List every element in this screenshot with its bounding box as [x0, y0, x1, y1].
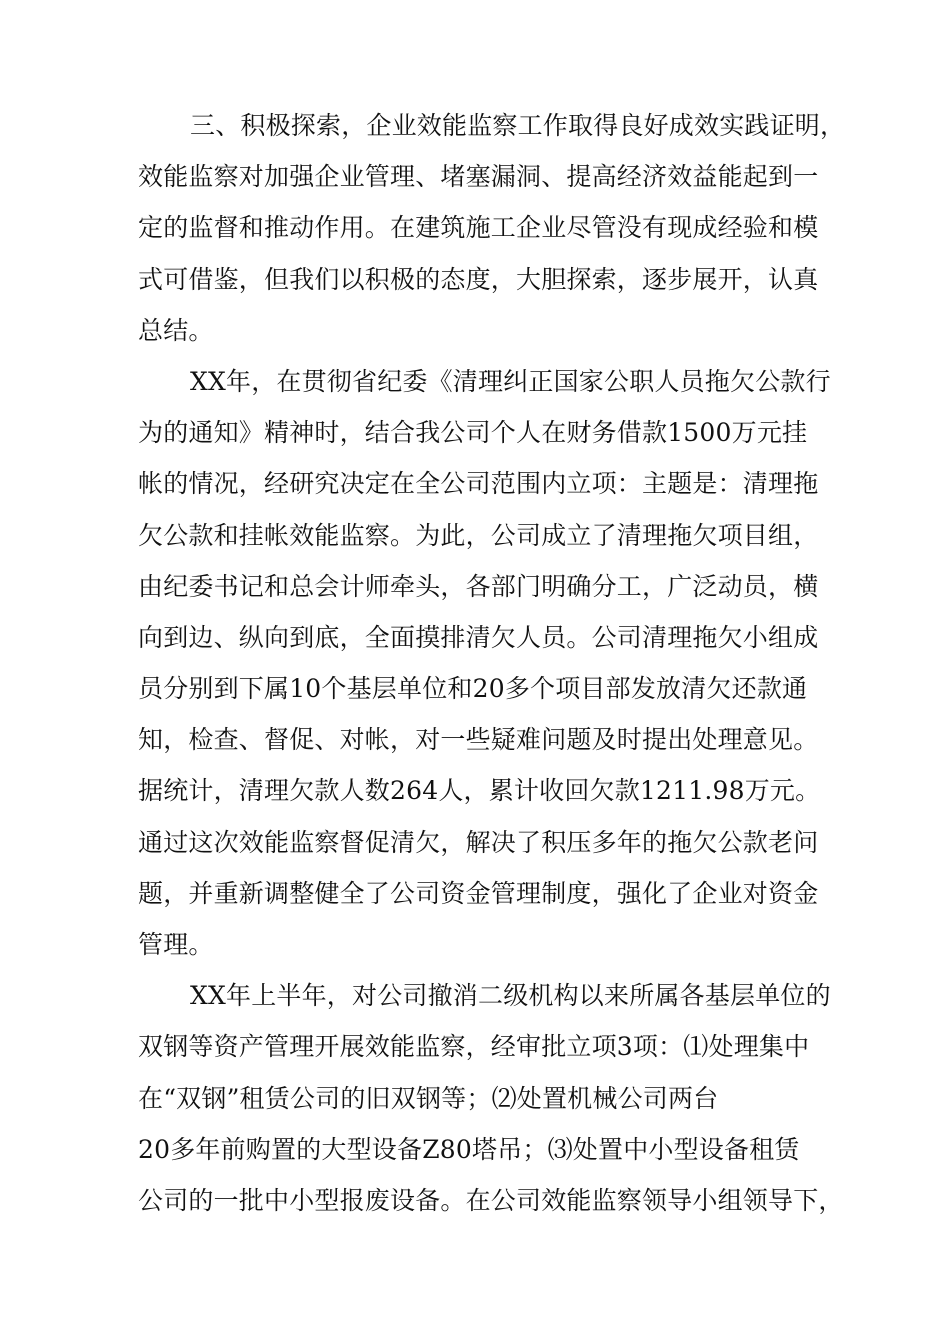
- paragraph-line: 20多年前购置的大型设备Z80塔吊；⑶处置中小型设备租赁: [138, 1134, 800, 1164]
- paragraph-line: 总结。: [138, 315, 214, 345]
- paragraph-line: XX年上半年，对公司撤消二级机构以来所属各基层单位的: [190, 981, 831, 1011]
- paragraph-line: 帐的情况，经研究决定在全公司范围内立项：主题是：清理拖: [138, 469, 819, 499]
- paragraph-line: 式可借鉴，但我们以积极的态度，大胆探索，逐步展开，认真: [138, 264, 819, 294]
- paragraph-line: 公司的一批中小型报废设备。在公司效能监察领导小组领导下，: [138, 1185, 844, 1215]
- body-text: [138, 100, 846, 1226]
- paragraph-line: 双钢等资产管理开展效能监察，经审批立项3项：⑴处理集中: [138, 1032, 810, 1062]
- paragraph-line: 由纪委书记和总会计师牵头，各部门明确分工，广泛动员，横: [138, 571, 819, 601]
- paragraph-line: 三、积极探索，企业效能监察工作取得良好成效实践证明，: [190, 111, 846, 140]
- paragraph-line: 员分别到下属10个基层单位和20多个项目部发放清欠还款通: [138, 674, 808, 704]
- paragraph-line: 在“双钢”租赁公司的旧双钢等；⑵处置机械公司两台: [138, 1083, 719, 1113]
- paragraph-line: 向到边、纵向到底，全面摸排清欠人员。公司清理拖欠小组成: [138, 622, 819, 652]
- paragraph-line: XX年，在贯彻省纪委《清理纠正国家公职人员拖欠公款行: [190, 366, 831, 396]
- paragraph-line: 管理。: [138, 930, 214, 959]
- paragraph-line: 知，检查、督促、对帐，对一些疑难问题及时提出处理意见。: [138, 725, 819, 755]
- paragraph-line: 据统计，清理欠款人数264人，累计收回欠款1211.98万元。: [138, 776, 821, 806]
- paragraph-line: 为的通知》精神时，结合我公司个人在财务借款1500万元挂: [138, 418, 808, 448]
- paragraph-line: 题，并重新调整健全了公司资金管理制度，强化了企业对资金: [138, 878, 819, 908]
- paragraph-line: 通过这次效能监察督促清欠，解决了积压多年的拖欠公款老问: [138, 827, 819, 857]
- paragraph-line: 效能监察对加强企业管理、堵塞漏洞、提高经济效益能起到一: [138, 162, 819, 192]
- paragraph-line: 定的监督和推动作用。在建筑施工企业尽管没有现成经验和模: [138, 213, 819, 243]
- paragraph-line: 欠公款和挂帐效能监察。为此，公司成立了清理拖欠项目组，: [138, 520, 819, 550]
